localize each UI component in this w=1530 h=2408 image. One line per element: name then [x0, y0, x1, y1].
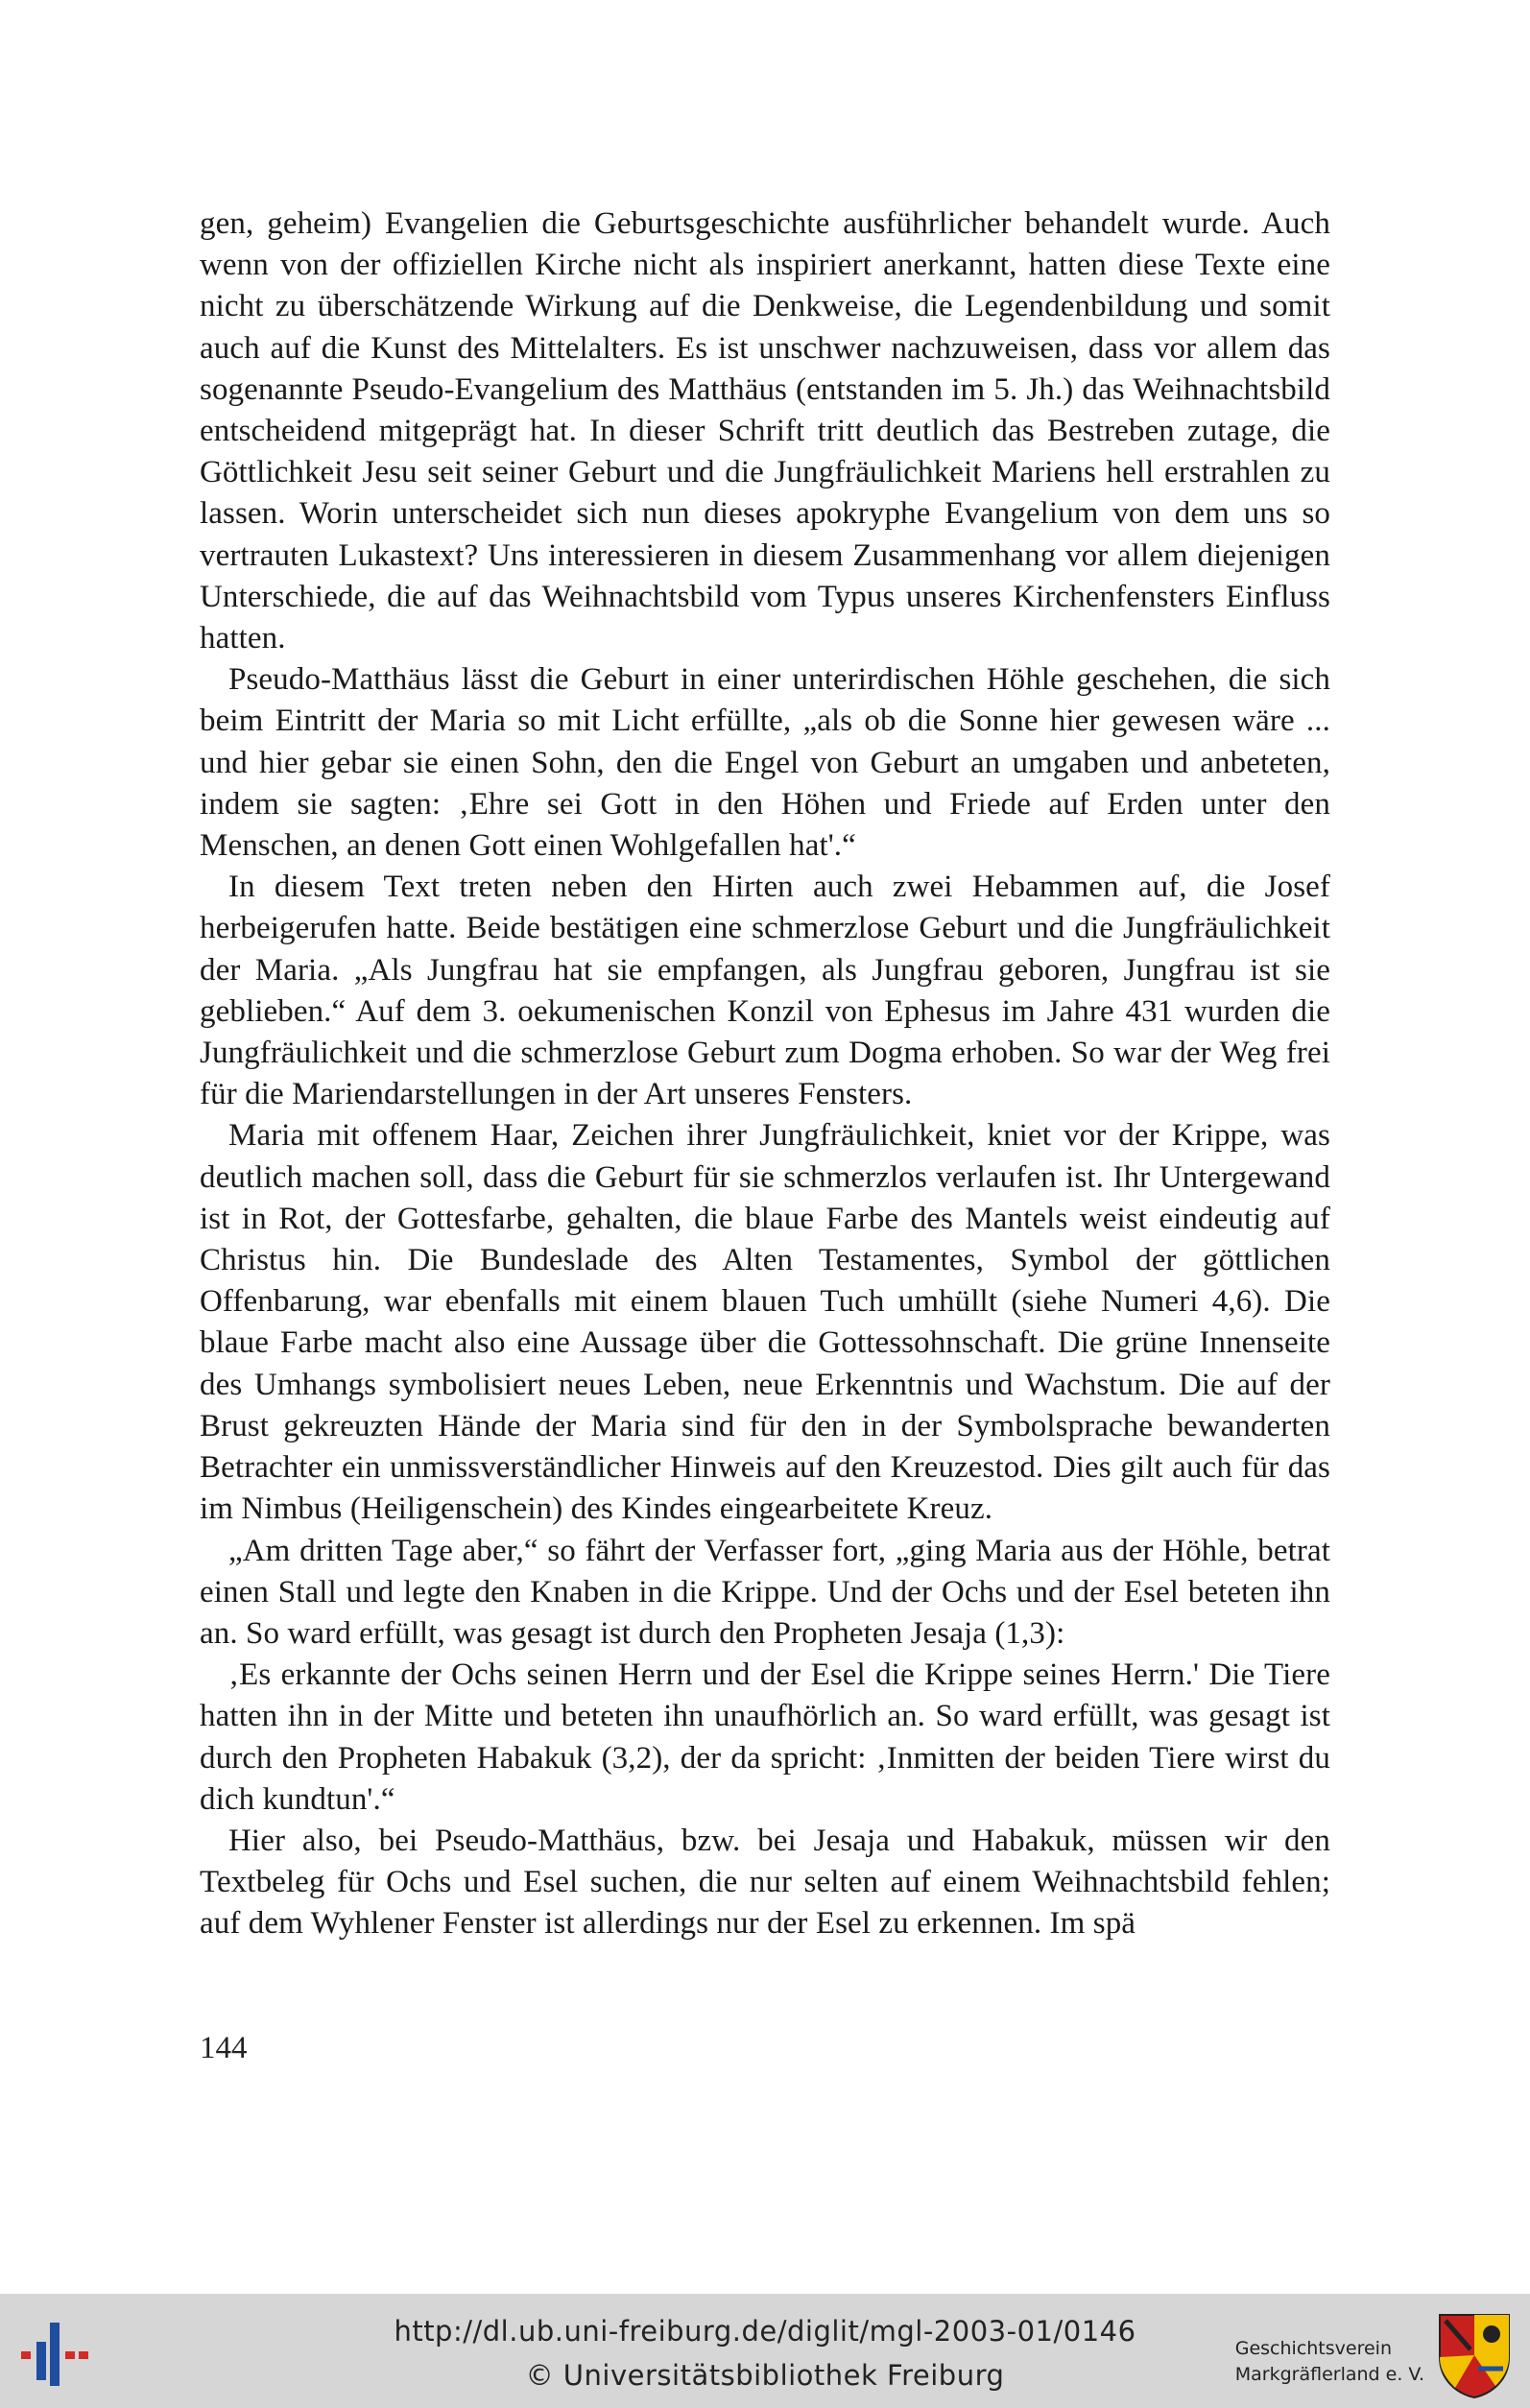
publisher-line-1: Geschichtsverein [1234, 2338, 1392, 2359]
paragraph: Pseudo-Matthäus lässt die Geburt in einer unterirdischen Höhle geschehen, die sich beim Eintritt der Maria so mit Licht erfüllte, „als ob die Sonne hier gewesen wäre ... und hier gebar sie einen Sohn, den die Engel von Geburt an umgaben und anbeteten, indem sie sagten: ‚Ehre sei Gott in den Höhen und Friede auf Erden unter den Menschen, an denen Gott einen Wohlgefallen hat'.“ [200, 662, 1330, 864]
paragraph: gen, geheim) Evangelien die Geburtsgeschichte ausführlicher behandelt wurde. Auch wenn von der offiziellen Kirche nicht als inspiriert anerkannt, hatten diese Texte eine nicht zu überschätzende Wirkung auf die Denkweise, die Legendenbildung und somit auch auf die Kunst des Mittelalters. Es ist unschwer nachzuweisen, dass vor allem das sogenannte Pseudo-Evangelium des Matthäus (entstanden im 5. Jh.) das Weihnachtsbild entscheidend mitgeprägt hat. In dieser Schrift tritt deutlich das Bestreben zutage, die Göttlichkeit Jesu seit seiner Geburt und die Jungfräulichkeit Mariens hell erstrahlen zu lassen. Worin unterscheidet sich nun dieses apokryphe Evangelium von dem uns so vertrauten Lukastext? Uns interessieren in diesem Zusammenhang vor allem diejenigen Unterschiede, die auf das Weihnachtsbild vom Typus unseres Kirchenfensters Einfluss hatten. [200, 206, 1330, 656]
coat-of-arms-icon[interactable] [1436, 2311, 1513, 2399]
paragraph: In diesem Text treten neben den Hirten auch zwei Hebammen auf, die Josef herbeigerufen hatte. Beide bestätigen eine schmerzlose Geburt und die Jungfräulichkeit der Maria. „Als Jungfrau hat sie empfangen, als Jungfrau geboren, Jungfrau ist sie geblieben.“ Auf dem 3. oekumenischen Konzil von Ephesus im Jahre 431 wurden die Jungfräulichkeit und die schmerzlose Geburt zum Dogma erhoben. So war der Weg frei für die Mariendarstellungen in der Art unseres Fensters. [200, 870, 1330, 1112]
paragraph: „Am dritten Tage aber,“ so fährt der Verfasser fort, „ging Maria aus der Höhle, betrat einen Stall und legte den Knaben in die Krippe. Und der Ochs und der Esel beteten ihn an. So ward erfüllt, was gesagt ist durch den Propheten Jesaja (1,3): [200, 1533, 1330, 1651]
publisher-line-2: Markgräflerland e. V. [1234, 2364, 1424, 2385]
paragraph: ‚Es erkannte der Ochs seinen Herrn und der Esel die Krippe seines Herrn.' Die Tiere hatten ihn in der Mitte und beteten ihn unaufhörlich an. So ward erfüllt, was gesagt ist durch den Propheten Habakuk (3,2), der da spricht: ‚Inmitten der beiden Tiere wirst du dich kundtun'.“ [200, 1657, 1330, 1817]
permalink[interactable]: http://dl.ub.uni-freiburg.de/diglit/mgl-2003-01/0146 [394, 2315, 1136, 2348]
body-text [200, 203, 1330, 1945]
paragraph: Maria mit offenem Haar, Zeichen ihrer Jungfräulichkeit, kniet vor der Krippe, was deutlich machen soll, dass die Geburt für sie schmerzlos verlaufen ist. Ihr Untergewand ist in Rot, der Gottesfarbe, gehalten, die blaue Farbe des Mantels weist eindeutig auf Christus hin. Die Bundeslade des Alten Testamentes, Symbol der göttlichen Offenbarung, war ebenfalls mit einem blauen Tuch umhüllt (siehe Numeri 4,6). Die blaue Farbe macht also eine Aussage über die Gottessohnschaft. Die grüne Innenseite des Umhangs symbolisiert neues Leben, neue Erkenntnis und Wachstum. Die auf der Brust gekreuzten Hände der Maria sind für den in der Symbolsprache bewanderten Betrachter ein unmissverständlicher Hinweis auf den Kreuzestod. Dies gilt auch für das im Nimbus (Heiligenschein) des Kindes eingearbeitete Kreuz. [200, 1118, 1330, 1527]
copyright-link[interactable]: © Universitätsbibliothek Freiburg [525, 2359, 1005, 2392]
page-number: 144 [200, 2031, 248, 2065]
footer-bar [0, 2294, 1530, 2408]
publisher-name [1235, 2336, 1424, 2388]
paragraph: Hier also, bei Pseudo-Matthäus, bzw. bei Jesaja und Habakuk, müssen wir den Textbeleg für Ochs und Esel suchen, die nur selten auf einem Weihnachtsbild fehlen; auf dem Wyhlener Fenster ist allerdings nur der Esel zu erkennen. Im spä [200, 1823, 1330, 1942]
